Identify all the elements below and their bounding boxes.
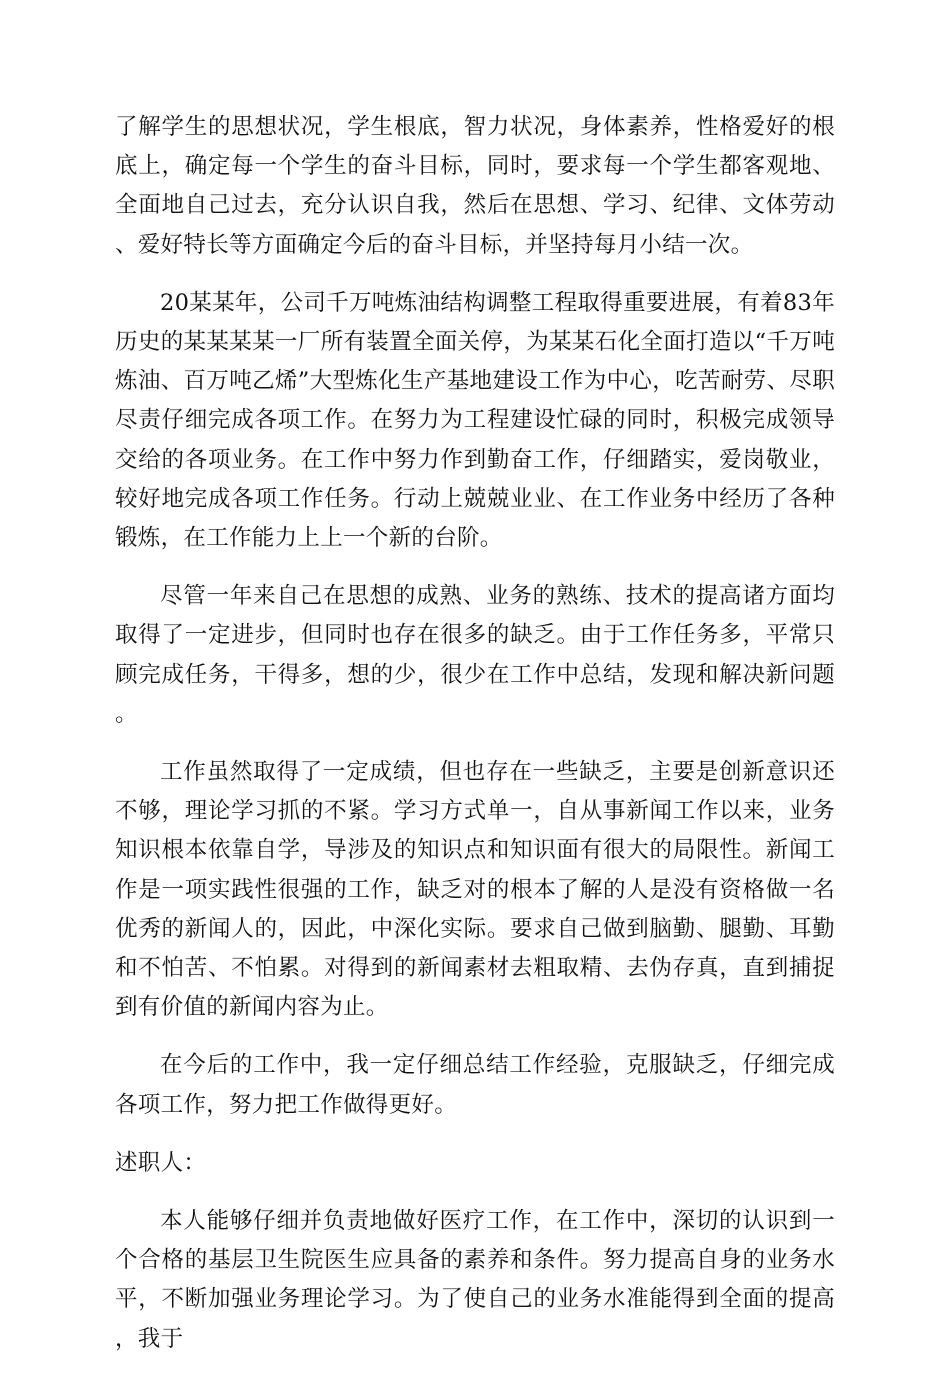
paragraph-5: 在今后的工作中，我一定仔细总结工作经验，克服缺乏，仔细完成各项工作，努力把工作做得更好。 <box>115 1052 835 1118</box>
paragraph-1: 了解学生的思想状况，学生根底，智力状况，身体素养，性格爱好的根底上，确定每一个学生的奋斗目标，同时，要求每一个学生都客观地、全面地自己过去，充分认识自我，然后在思想、学习、纪律、文体劳动、爱好特长等方面确定今后的奋斗目标，并坚持每月小结一次。 <box>115 114 835 258</box>
paragraph-2: 20某某年，公司千万吨炼油结构调整工程取得重要进展，有着83年历史的某某某某一厂所有装置全面关停，为某某石化全面打造以“千万吨炼油、百万吨乙烯”大型炼化生产基地建设工作为中心，吃苦耐劳、尽职尽责仔细完成各项工作。在努力为工程建设忙碌的同时，积极完成领导交给的各项业务。在工作中努力作到勤奋工作，仔细踏实，爱岗敬业，较好地完成各项工作任务。行动上兢兢业业、在工作业务中经历了各种锻炼，在工作能力上上一个新的台阶。 <box>115 289 835 552</box>
document-body <box>115 108 835 1378</box>
paragraph-6: 本人能够仔细并负责地做好医疗工作，在工作中，深切的认识到一个合格的基层卫生院医生应具备的素养和条件。努力提高自身的业务水平，不断加强业务理论学习。为了使自己的业务水准能得到全面的提高，我于 <box>115 1208 835 1352</box>
paragraph-4: 工作虽然取得了一定成绩，但也存在一些缺乏，主要是创新意识还不够，理论学习抓的不紧。学习方式单一，自从事新闻工作以来，业务知识根本依靠自学，导涉及的知识点和知识面有很大的局限性。新闻工作是一项实践性很强的工作，缺乏对的根本了解的人是没有资格做一名优秀的新闻人的，因此，中深化实际。要求自己做到脑勤、腿勤、耳勤和不怕苦、不怕累。对得到的新闻素材去粗取精、去伪存真，直到捕捉到有价值的新闻内容为止。 <box>115 759 835 1021</box>
paragraph-3: 尽管一年来自己在思想的成熟、业务的熟练、技术的提高诸方面均取得了一定进步，但同时也存在很多的缺乏。由于工作任务多，平常只顾完成任务，干得多，想的少，很少在工作中总结，发现和解决新问题。 <box>115 583 835 727</box>
signature-label: 述职人： <box>115 1149 207 1176</box>
